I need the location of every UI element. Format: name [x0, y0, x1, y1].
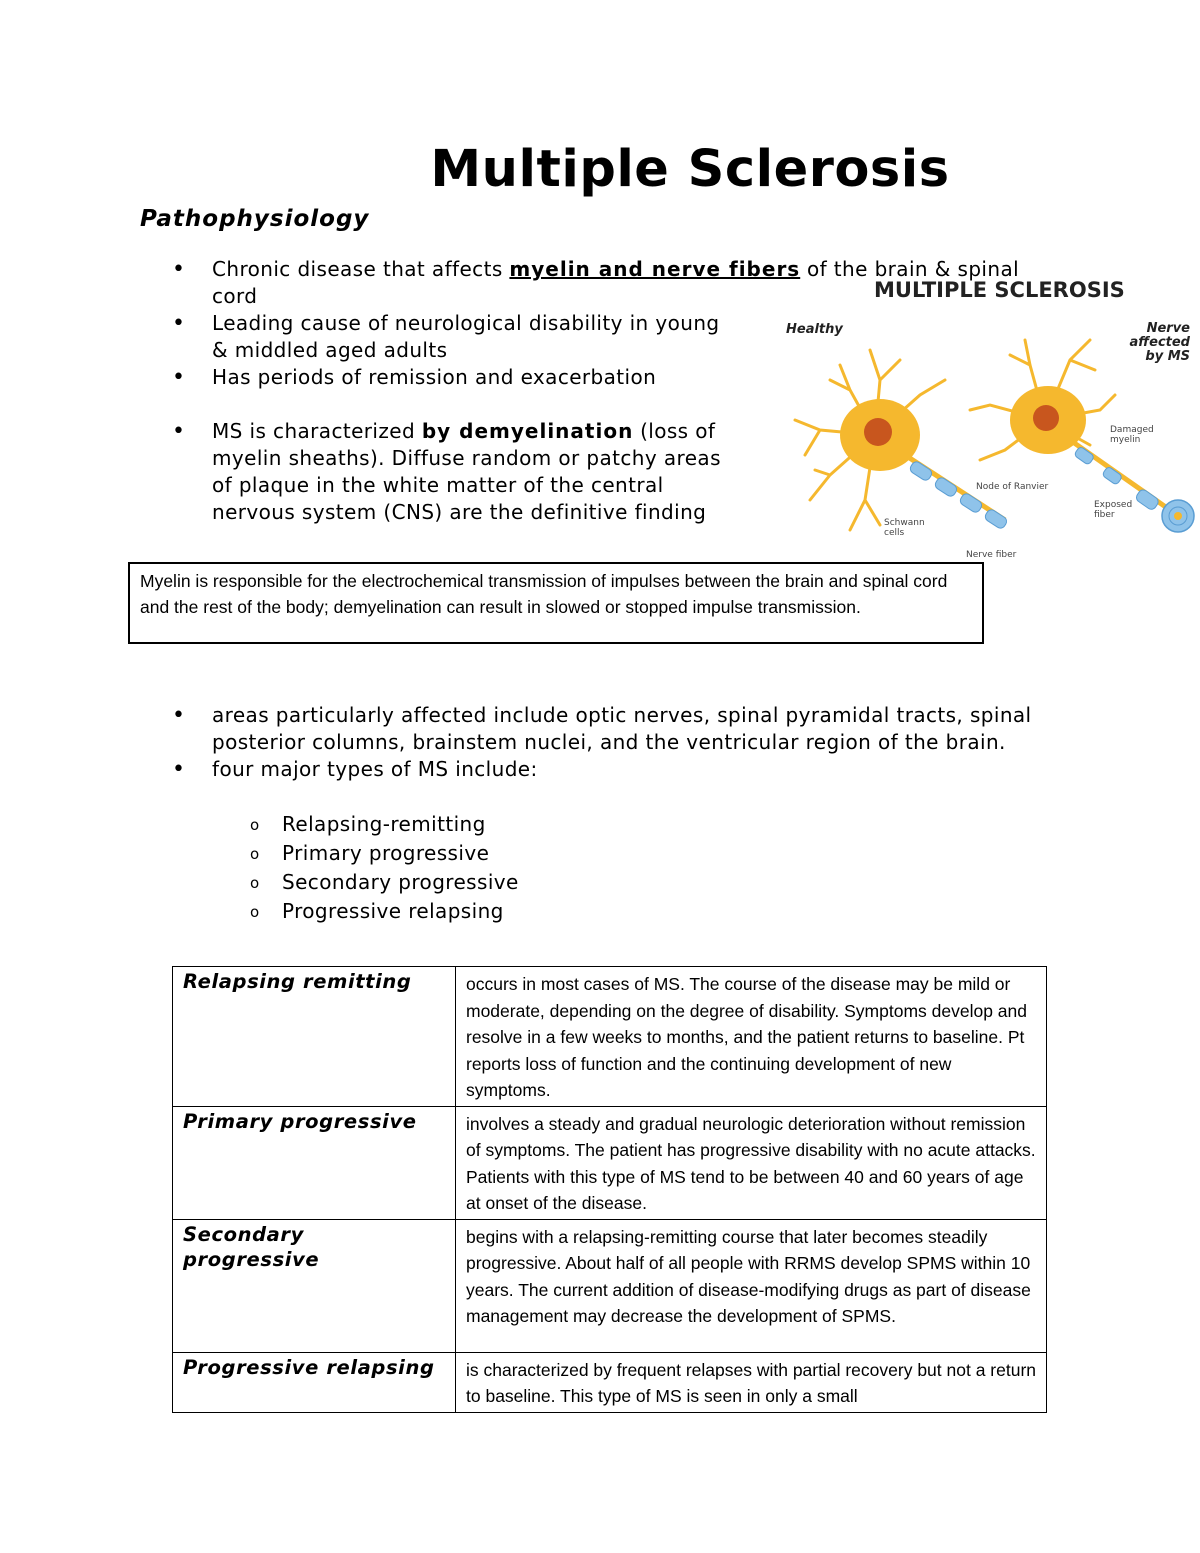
affected-label: Nerve affected by MS — [1129, 321, 1190, 364]
node-of-ranvier-label: Node of Ranvier — [976, 482, 1049, 492]
ms-types-list — [248, 810, 519, 926]
emphasis-text: myelin and nerve fibers — [509, 257, 801, 281]
callout-box: Myelin is responsible for the electrochemical transmission of impulses between the brain and spinal cord and the rest of the body; demyelination can result in slowed or stopped impulse transmission. — [128, 562, 984, 644]
list-item: o Secondary progressive — [248, 868, 519, 897]
type-description: begins with a relapsing-remitting course that later becomes steadily progressive. About half of all people with RRMS develop SPMS within 10 years. The current addition of disease-modifying drugs as part of disease management may decrease the development of SPMS. — [456, 1219, 1047, 1352]
emphasis-text: by demyelination — [421, 419, 634, 443]
list-item: o Primary progressive — [248, 839, 519, 868]
table-row — [173, 1106, 1047, 1219]
table-row — [173, 1219, 1047, 1352]
type-label: Primary progressive — [173, 1106, 456, 1219]
nerve-fiber-label: Nerve fiber — [966, 550, 1017, 560]
type-description: occurs in most cases of MS. The course of the disease may be mild or moderate, depending on the degree of disability. Symptoms develop and resolve in a few weeks to months, and the patient returns to baseline. Pt reports loss of function and the continuing development of new symptoms. — [456, 967, 1047, 1107]
areas-list — [140, 702, 1060, 783]
neuron-drawing — [770, 270, 1200, 565]
ms-types-table — [172, 966, 1047, 1413]
type-label: Secondary progressive — [173, 1219, 456, 1352]
list-item: o Progressive relapsing — [248, 897, 519, 926]
section-heading: Pathophysiology — [140, 206, 370, 232]
healthy-label: Healthy — [786, 322, 843, 337]
list-item: • Has periods of remission and exacerbation — [140, 364, 740, 391]
list-item: • areas particularly affected include optic nerves, spinal pyramidal tracts, spinal posterior columns, brainstem nuclei, and the ventricular region of the brain. — [140, 702, 1060, 756]
list-item: • Chronic disease that affects myelin and nerve fibers of the brain & spinal cord — [140, 256, 1060, 310]
type-label: Relapsing remitting — [173, 967, 456, 1107]
figure-title: MULTIPLE SCLEROSIS — [874, 278, 1125, 302]
damaged-myelin-label: Damaged myelin — [1110, 425, 1154, 445]
exposed-fiber-label: Exposed fiber — [1094, 500, 1133, 520]
table-row — [173, 967, 1047, 1107]
list-item: • four major types of MS include: — [140, 756, 1060, 783]
list-item: o Relapsing-remitting — [248, 810, 519, 839]
table-row — [173, 1352, 1047, 1412]
schwann-cells-label: Schwann cells — [884, 518, 925, 538]
pathophysiology-list-2 — [140, 310, 740, 526]
list-item: • MS is characterized by demyelination (loss of myelin sheaths). Diffuse random or patchy areas of plaque in the white matter of the central nervous system (CNS) are the definitive finding — [140, 418, 740, 526]
list-item: • Leading cause of neurological disability in young & middled aged adults — [140, 310, 740, 364]
type-description: is characterized by frequent relapses with partial recovery but not a return to baseline. This type of MS is seen in only a small — [456, 1352, 1047, 1412]
ms-neuron-illustration — [770, 270, 1200, 565]
page-title: Multiple Sclerosis — [430, 140, 950, 199]
type-description: involves a steady and gradual neurologic deterioration without remission of symptoms. The patient has progressive disability with no acute attacks. Patients with this type of MS tend to be between 40 and 60 years of age at onset of the disease. — [456, 1106, 1047, 1219]
type-label: Progressive relapsing — [173, 1352, 456, 1412]
